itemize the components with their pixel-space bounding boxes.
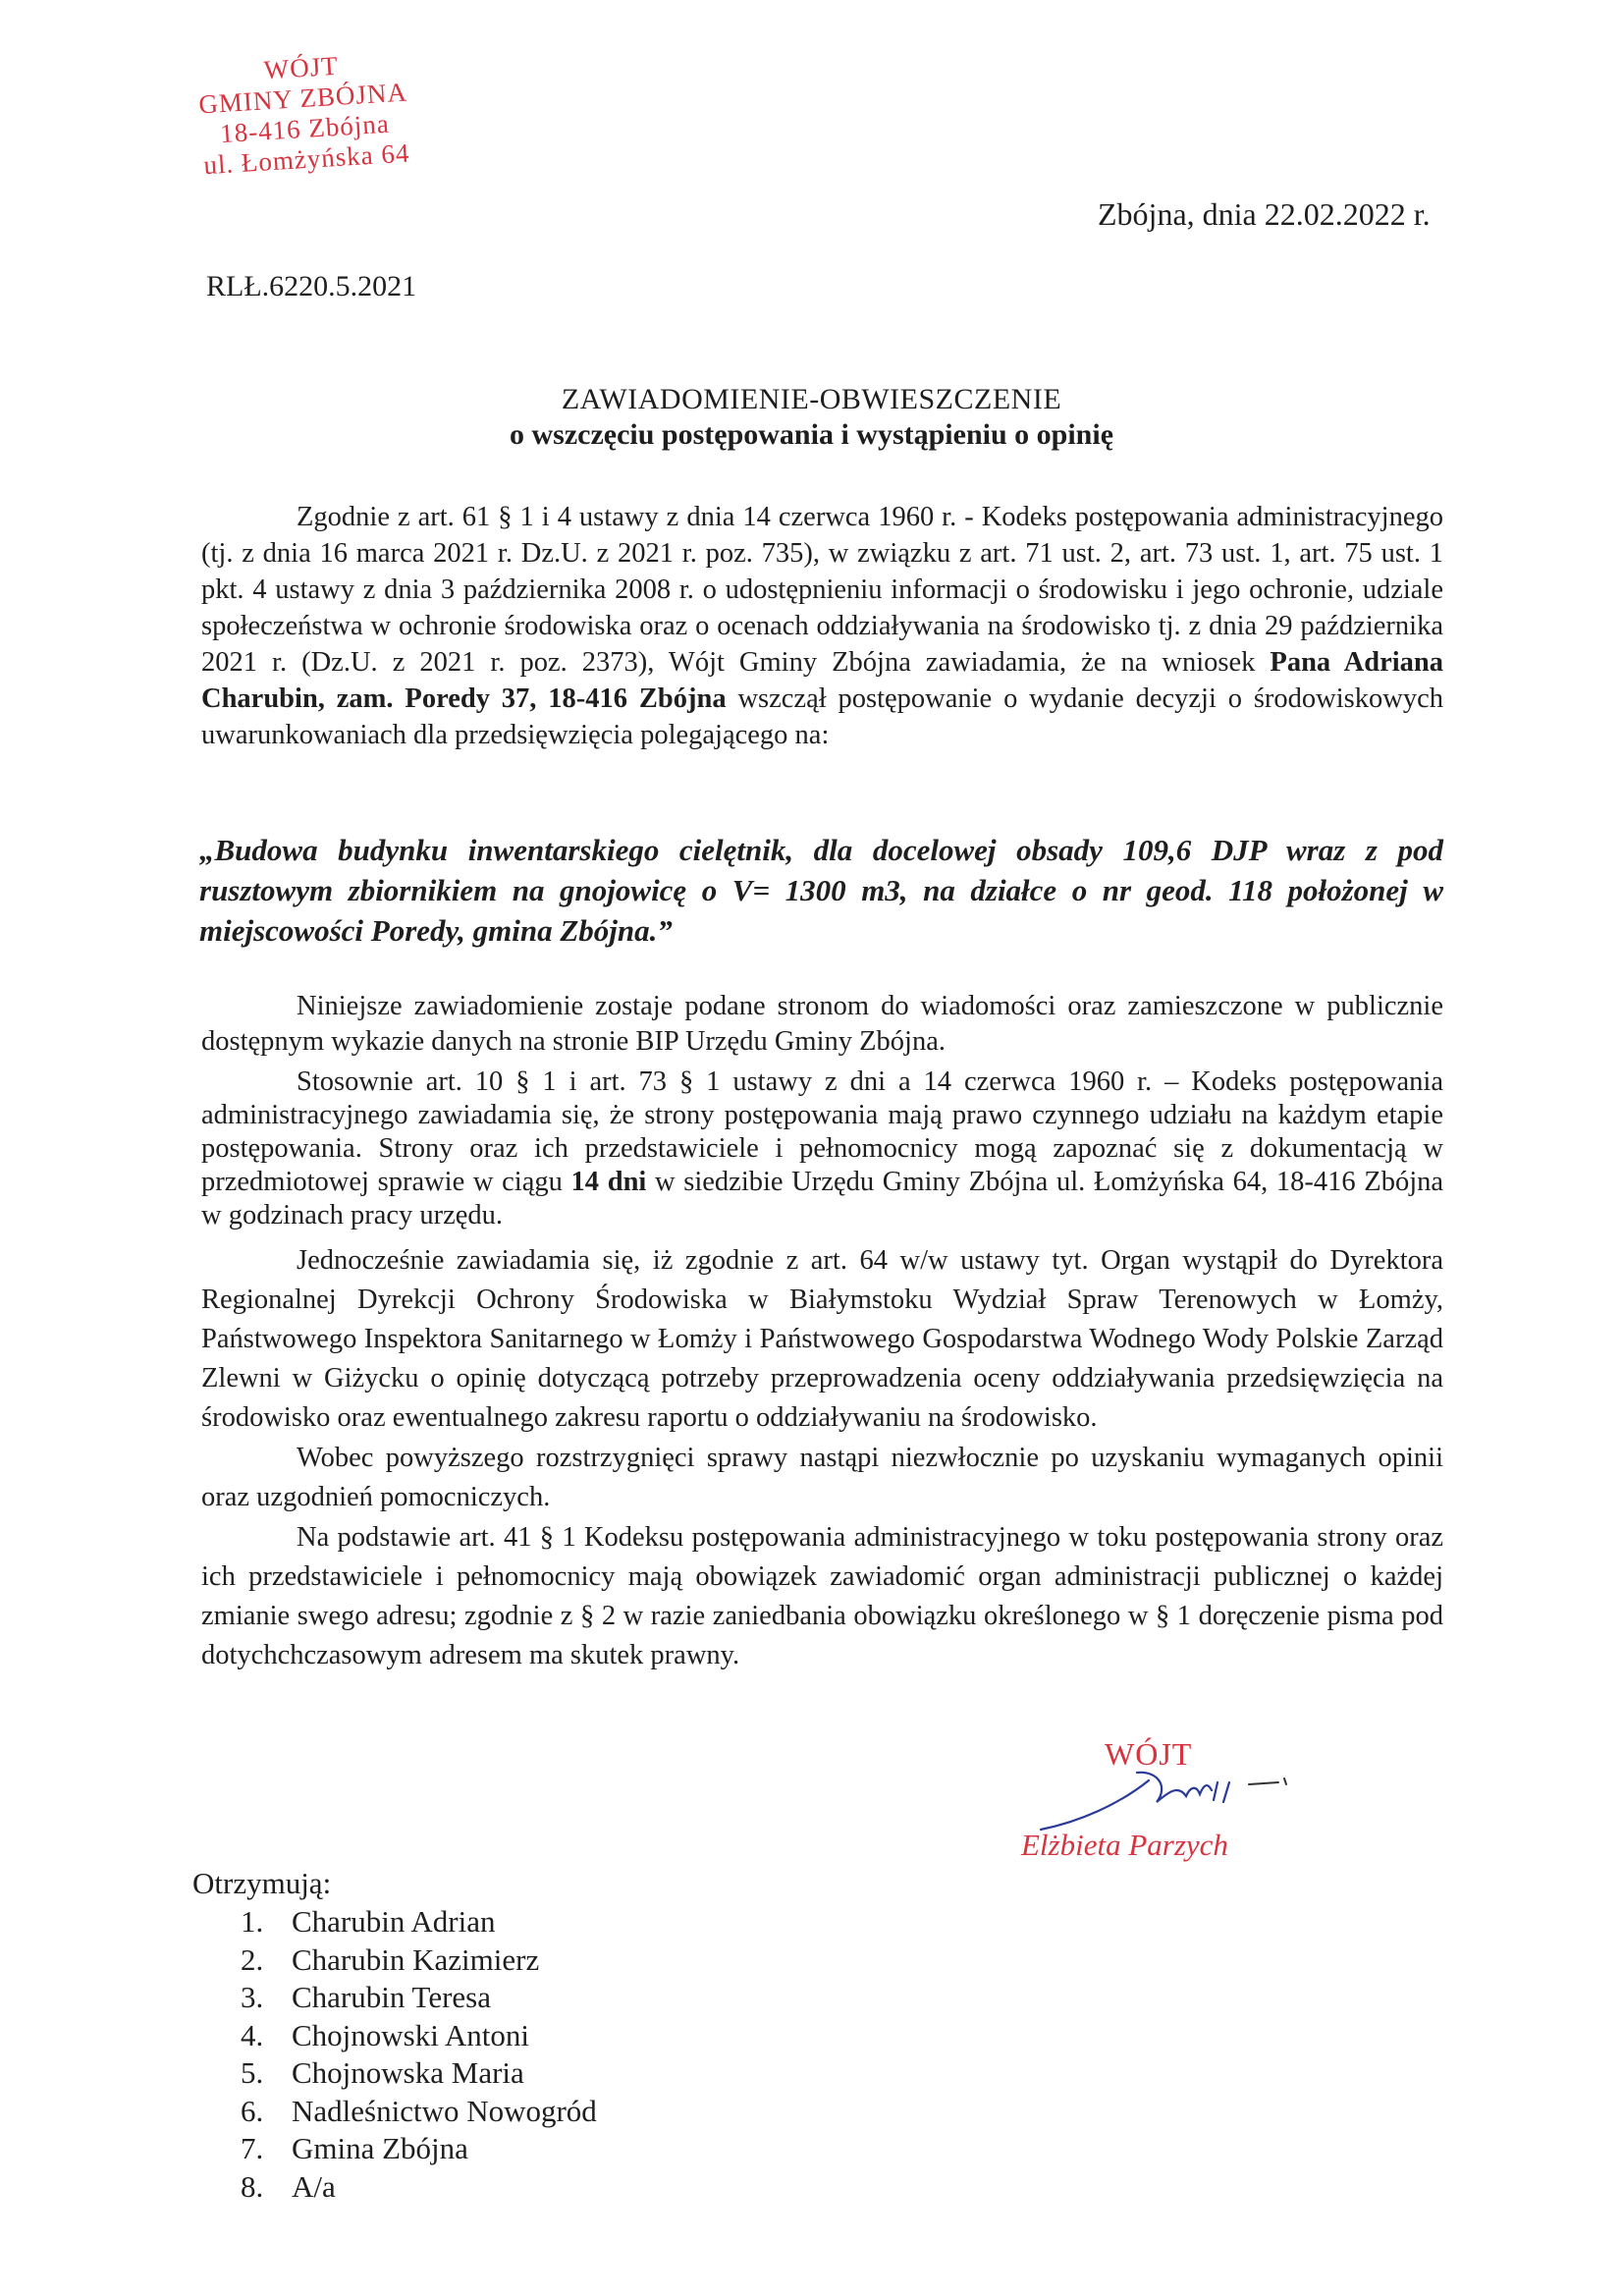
- paragraph-text: Zgodnie z art. 61 § 1 i 4 ustawy z dnia 14 czerwca 1960 r. - Kodeks postępowania administracyjnego (tj. z dnia 16 marca 2021 r. Dz.U. z 2021 r. poz. 735), w związku z art. 71 ust. 2, art. 73 ust. 1, art. 75 ust. 1 pkt. 4 ustawy z dnia 3 października 2008 r. o udostępnieniu informacji o środowisku i jego ochronie, udziale społeczeństwa w ochronie środowiska oraz o ocenach oddziaływania na środowisko tj. z dnia 29 października 2021 r. (Dz.U. z 2021 r. poz. 2373), Wójt Gminy Zbójna zawiadamia, że na wniosek: [201, 502, 1443, 678]
- list-number: 2.: [241, 1941, 264, 1977]
- list-number: 8.: [241, 2168, 264, 2204]
- recipient-name: Chojnowska Maria: [292, 2055, 524, 2090]
- list-number: 3.: [241, 1980, 264, 2014]
- paragraph-address-change: Na podstawie art. 41 § 1 Kodeksu postępowania administracyjnego w toku postępowania strony oraz ich przedstawiciele i pełnomocnicy mają obowiązek zawiadomić organ administracji publicznej o każdej zmianie swego adresu; zgodnie z § 2 w razie zaniedbania obowiązku określonego w § 1 doręczenie pisma pod dotychchczasowym adresem ma skutek prawny.: [201, 1522, 1443, 1670]
- signature-title: WÓJT: [1105, 1736, 1193, 1772]
- list-item: [241, 1941, 597, 1980]
- applicant-bold: Pana Adriana Charubin, zam. Poredy 37, 18-416 Zbójna: [201, 647, 1443, 714]
- signatory-name: Elżbieta Parzych: [1021, 1828, 1228, 1862]
- list-number: 1.: [241, 1904, 264, 1939]
- recipient-name: Charubin Kazimierz: [292, 1941, 540, 1977]
- stamp-line: ul. Łomżyńska 64: [202, 137, 411, 181]
- paragraph-legal-basis: [201, 499, 1443, 753]
- deadline-bold: 14 dni: [570, 1167, 647, 1197]
- list-number: 6.: [241, 2093, 264, 2128]
- list-item: [241, 1903, 597, 1941]
- paragraph-resolution: Wobec powyższego rozstrzygnięci sprawy nastąpi niezwłocznie po uzyskaniu wymaganych opinii oraz uzgodnień pomocniczych.: [201, 1443, 1443, 1512]
- stamp-line: GMINY ZBÓJNA: [197, 77, 408, 120]
- recipient-name: A/a: [292, 2168, 336, 2204]
- recipient-name: Chojnowski Antoni: [292, 2017, 530, 2052]
- paragraph-opinions: Jednocześnie zawiadamia się, iż zgodnie z art. 64 w/w ustawy tyt. Organ wystąpił do Dyrektora Regionalnej Dyrekcji Ochrony Środowiska w Białymstoku Wydział Spraw Terenowych w Łomży, Państwowego Inspektora Sanitarnego w Łomży i Państwowego Gospodarstwa Wodnego Wody Polskie Zarząd Zlewni w Giżycku o opinię dotyczącą potrzeby przeprowadzenia oceny oddziaływania przedsięwzięcia na środowisko oraz ewentualnego zakresu raportu o oddziaływaniu na środowisko.: [201, 1245, 1443, 1433]
- stamp-line: WÓJT: [262, 50, 340, 85]
- document-title: ZAWIADOMIENIE-OBWIESZCZENIE: [561, 383, 1062, 415]
- paragraph-publication: Niniejsze zawiadomienie zostaje podane stronom do wiadomości oraz zamieszczone w publicznie dostępnym wykazie danych na stronie BIP Urzędu Gminy Zbójna.: [201, 991, 1443, 1057]
- recipients-label: Otrzymują:: [192, 1866, 332, 1900]
- list-item: [241, 2054, 597, 2093]
- recipient-name: Charubin Adrian: [292, 1904, 496, 1939]
- paragraph-tail: wszczął postępowanie o wydanie decyzji o środowiskowych uwarunkowaniach dla przedsięwzięcia polegającego na:: [201, 683, 1443, 750]
- recipients-list: [241, 1903, 597, 2206]
- list-item: [241, 2093, 597, 2131]
- list-number: 5.: [241, 2055, 264, 2090]
- recipient-name: Gmina Zbójna: [292, 2131, 468, 2165]
- list-item: [241, 2168, 597, 2207]
- list-item: [241, 2130, 597, 2168]
- reference-number: RLŁ.6220.5.2021: [206, 270, 417, 302]
- paragraph-text: Stosownie art. 10 § 1 i art. 73 § 1 ustawy z dni a 14 czerwca 1960 r. – Kodeks postępowania administracyjnego zawiadamia się, że strony postępowania mają prawo czynnego udziału na każdym etapie postępowania. Strony oraz ich przedstawiciele i pełnomocnicy mogą zapoznać się z dokumentacją w przedmiotowej sprawie w ciągu: [201, 1066, 1443, 1197]
- paragraph-rights: [201, 1066, 1443, 1232]
- stamp-line: 18-416 Zbójna: [219, 108, 391, 149]
- list-item: [241, 2017, 597, 2055]
- list-number: 7.: [241, 2131, 264, 2165]
- paragraph-tail: w siedzibie Urzędu Gminy Zbójna ul. Łomżyńska 64, 18-416 Zbójna w godzinach pracy urzędu.: [201, 1167, 1444, 1230]
- document-date: Zbójna, dnia 22.02.2022 r.: [1098, 196, 1431, 232]
- project-description-quote: „Budowa budynku inwentarskiego cielętnik, dla docelowej obsady 109,6 DJP wraz z pod rusztowym zbiornikiem na gnojowicę o V= 1300 m3, na działce o nr geod. 118 położonej w miejscowości Poredy, gmina Zbójna.”: [199, 833, 1443, 948]
- paragraph-content: [201, 499, 1443, 753]
- recipient-name: Nadleśnictwo Nowogród: [292, 2093, 597, 2128]
- list-number: 4.: [241, 2017, 264, 2052]
- document-subtitle: o wszczęciu postępowania i wystąpieniu o opinię: [509, 418, 1114, 451]
- recipient-name: Charubin Teresa: [292, 1980, 491, 2014]
- office-stamp: [173, 45, 435, 183]
- list-item: [241, 1979, 597, 2017]
